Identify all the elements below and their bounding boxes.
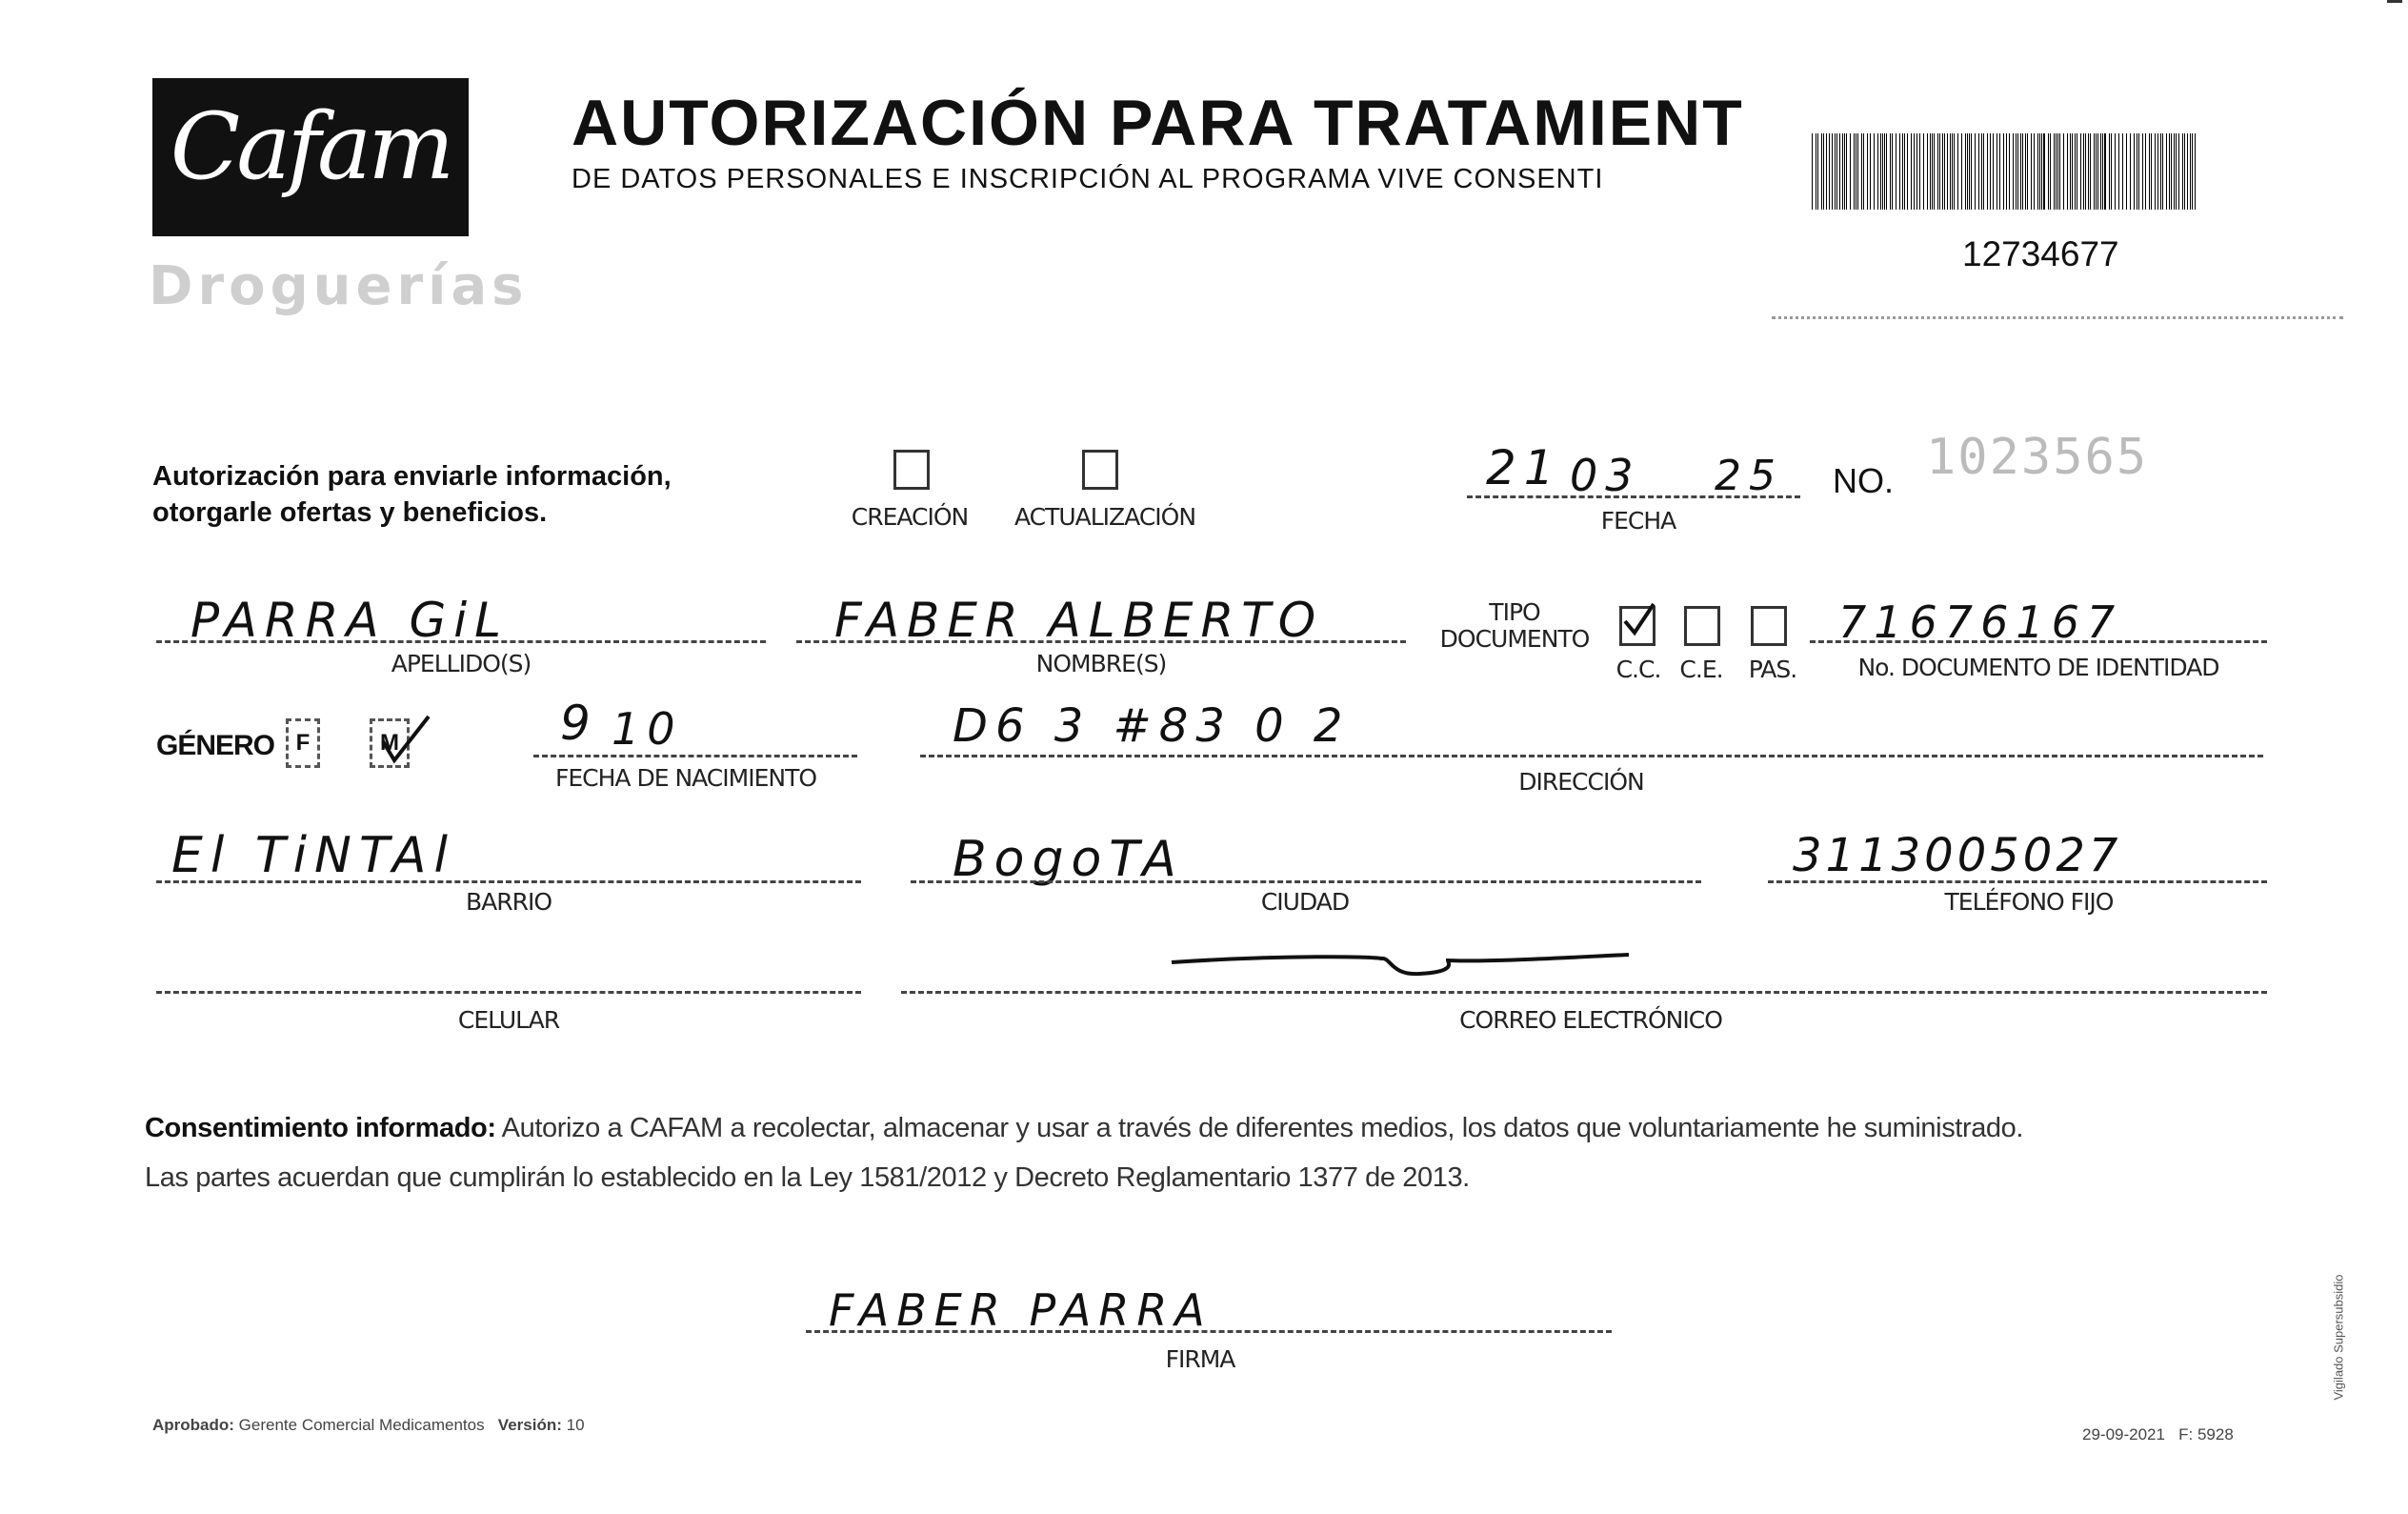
correo-line [901, 991, 2267, 994]
ce-checkbox[interactable] [1684, 606, 1720, 646]
ce-label: C.E. [1679, 656, 1723, 683]
form-subtitle: DE DATOS PERSONALES E INSCRIPCIÓN AL PROGRAMA VIVE CONSENTI [572, 164, 1604, 194]
barcode-bar [1990, 133, 1991, 210]
direccion-value[interactable]: D6 3 #83 0 2 [953, 699, 1351, 753]
divider [1772, 316, 2343, 319]
barcode-bar [1880, 133, 1881, 210]
barcode-bar [1916, 133, 1917, 210]
telefono-line [1768, 880, 2267, 883]
barcode-bar [2063, 133, 2064, 210]
genero-m-box[interactable]: M [370, 718, 410, 768]
nacimiento-line [533, 755, 857, 757]
consent-text-line2: Las partes acuerdan que cumplirán lo establecido en la Ley 1581/2012 y Decreto Reglamentario 1377 de 2013. [145, 1162, 1470, 1193]
checkmark-icon [1619, 600, 1657, 642]
signature-line [806, 1330, 1612, 1333]
barcode-bar [2187, 133, 2188, 210]
barcode-bar [2174, 133, 2175, 210]
nombres-label: NOMBRE(S) [1035, 650, 1167, 677]
barcode-bar [2025, 133, 2026, 210]
barcode-bar [2176, 133, 2177, 210]
barcode-bar [1832, 133, 1833, 210]
barcode-bar [2009, 133, 2010, 210]
barcode-bar [2157, 133, 2158, 210]
ciudad-line [911, 880, 1701, 883]
barcode-bar [1971, 133, 1972, 210]
barcode-bar [2109, 133, 2110, 210]
barcode-bar [2070, 133, 2071, 210]
barrio-label: BARRIO [465, 888, 552, 916]
pas-checkbox[interactable] [1751, 606, 1787, 646]
barcode-bar [2149, 133, 2150, 210]
consent-text-line1: Autorizo a CAFAM a recolectar, almacenar y usar a través de diferentes medios, los datos que voluntariamente he suministrado. [501, 1113, 2024, 1143]
barcode-bar [1907, 133, 1908, 210]
barcode-bar [2138, 133, 2139, 210]
fecha-line [1467, 495, 1800, 498]
direccion-line [920, 755, 2263, 757]
barcode-bar [1937, 133, 1938, 210]
ciudad-value[interactable]: BogoTA [953, 831, 1184, 888]
authorization-text-line2: otorgarle ofertas y beneficios. [152, 497, 548, 528]
barcode-bar [1999, 133, 2000, 210]
barcode-bar [1892, 133, 1893, 210]
barcode-bar [2178, 133, 2179, 210]
celular-label: CELULAR [457, 1006, 560, 1034]
creacion-checkbox[interactable] [893, 450, 930, 490]
nacimiento-label: FECHA DE NACIMIENTO [554, 764, 817, 792]
apellidos-line [156, 640, 766, 643]
aprobado-value: Gerente Comercial Medicamentos [238, 1416, 485, 1434]
barcode-bar [2075, 133, 2076, 210]
barcode-bar [2027, 133, 2028, 210]
barcode-bar [1854, 133, 1855, 210]
apellidos-label: APELLIDO(S) [391, 650, 532, 677]
version-label: Versión: [497, 1416, 562, 1434]
barcode-bar [1821, 133, 1822, 210]
barcode-bar [2088, 133, 2089, 210]
barcode-bar [2134, 133, 2135, 210]
barcode-bar [1952, 133, 1953, 210]
barcode-bar [2037, 133, 2038, 210]
no-label: NO. [1833, 461, 1895, 500]
barcode-bar [2115, 133, 2116, 210]
barcode-bar [2192, 133, 2193, 210]
barcode-bar [2195, 133, 2196, 210]
barcode-bar [1863, 133, 1864, 210]
barcode-bar [1861, 133, 1862, 210]
barcode-bar [1950, 133, 1951, 210]
barcode-bar [2097, 133, 2098, 210]
barcode-bar [1961, 133, 1962, 210]
barcode-bar [1967, 133, 1968, 210]
barcode-bar [1978, 133, 1979, 210]
barcode-bar [2057, 133, 2058, 210]
barcode-bar [1923, 133, 1924, 210]
barcode-bar [2020, 133, 2021, 210]
barcode-bar [1877, 133, 1878, 210]
telefono-label: TELÉFONO FIJO [1944, 888, 2114, 916]
signature-label: FIRMA [1165, 1345, 1235, 1373]
barcode-bar [2155, 133, 2156, 210]
version-value: 10 [566, 1416, 585, 1434]
barcode-bar [2017, 133, 2018, 210]
side-text: Vigilado Supersubsidio [2331, 1274, 2346, 1401]
crossed-out-stroke [1134, 938, 1648, 985]
barcode-bar [2083, 133, 2084, 210]
barcode-bar [2039, 133, 2040, 210]
checkmark-icon [377, 713, 434, 766]
barcode-bar [1817, 133, 1818, 210]
barcode-bar [1882, 133, 1883, 210]
barcode-bar [2151, 133, 2152, 210]
barcode-bar [2130, 133, 2131, 210]
barcode-bar [1904, 133, 1905, 210]
consent-paragraph-line1 [145, 1113, 2288, 1144]
barcode-bar [2041, 133, 2042, 210]
nombres-line [796, 640, 1406, 643]
corner-mark [2387, 0, 2402, 3]
barcode-bar [2126, 133, 2127, 210]
barcode-bar [1934, 133, 1935, 210]
barcode-bar [2171, 133, 2172, 210]
barcode-bar [2166, 133, 2167, 210]
barcode-bar [1826, 133, 1827, 210]
barcode-bar [1812, 133, 1813, 210]
tipo-label: TIPO [1489, 598, 1540, 626]
barcode-bar [1954, 133, 1955, 210]
consecutive-number: 1023565 [1926, 429, 2149, 486]
barcode-bar [1884, 133, 1885, 210]
barcode-bar [2034, 133, 2035, 210]
barcode-bar [2162, 133, 2163, 210]
fecha-label: FECHA [1600, 507, 1676, 535]
barcode-bar [2048, 133, 2049, 210]
barcode-bar [1829, 133, 1830, 210]
barcode-bar [2169, 133, 2170, 210]
barcode-bar [1947, 133, 1948, 210]
barcode-bar [1942, 133, 1943, 210]
footer-codes [2082, 1425, 2234, 1444]
barcode-bar [1911, 133, 1912, 210]
barcode-bar [1867, 133, 1868, 210]
barcode-bar [2080, 133, 2081, 210]
barcode-bar [2054, 133, 2055, 210]
barcode-bar [2142, 133, 2143, 210]
barcode-bar [1842, 133, 1843, 210]
barcode-bar [1944, 133, 1945, 210]
ciudad-label: CIUDAD [1260, 888, 1350, 916]
barcode-bar [2160, 133, 2161, 210]
barcode-bar [1890, 133, 1891, 210]
correo-label: CORREO ELECTRÓNICO [1459, 1006, 1722, 1034]
barcode-bar [1957, 133, 1958, 210]
barcode-bar [2122, 133, 2123, 210]
actualizacion-label: ACTUALIZACIÓN [1013, 503, 1196, 531]
barcode-bar [2013, 133, 2014, 210]
barcode-bar [2059, 133, 2060, 210]
celular-line [156, 991, 861, 994]
fecha-day[interactable]: 21 [1486, 440, 1562, 495]
barcode-bar [1844, 133, 1845, 210]
barcode-bar [1899, 133, 1900, 210]
genero-f-box[interactable]: F [286, 718, 320, 768]
barcode-bar [1836, 133, 1837, 210]
barcode-bar [2072, 133, 2073, 210]
barcode-bar [1874, 133, 1875, 210]
barcode-bar [2043, 133, 2045, 210]
barcode-bar [1850, 133, 1851, 210]
barcode-bar [2090, 133, 2091, 210]
barcode-bar [1857, 133, 1858, 210]
side-watermark [2324, 1239, 2349, 1448]
barcode-bar [1839, 133, 1840, 210]
date-code: 29-09-2021 [2082, 1425, 2165, 1443]
barcode-bar [1914, 133, 1915, 210]
barcode-bar [2056, 133, 2057, 210]
barcode-bar [1975, 133, 1976, 210]
apellidos-value[interactable]: PARRA GiL [191, 593, 509, 648]
actualizacion-checkbox[interactable] [1082, 450, 1118, 490]
barcode-bar [1969, 133, 1970, 210]
barcode-bar [2145, 133, 2146, 210]
form-title: AUTORIZACIÓN PARA TRATAMIENT [572, 87, 1744, 159]
barrio-value[interactable]: El TiNTAl [171, 827, 455, 884]
barcode-bar [2100, 133, 2101, 210]
direccion-label: DIRECCIÓN [1518, 768, 1644, 796]
barcode-bar [2067, 133, 2068, 210]
barcode-bar [1846, 133, 1847, 210]
documento-value[interactable]: 71676167 [1838, 596, 2123, 648]
consent-heading: Consentimiento informado: [145, 1113, 496, 1143]
barcode-bar [2085, 133, 2086, 210]
barcode-bar [1835, 133, 1836, 210]
barcode-bar [2022, 133, 2023, 210]
documento-line [1810, 640, 2267, 643]
fecha-month[interactable]: 03 [1570, 450, 1641, 501]
barcode-bar [2016, 133, 2017, 210]
nombres-value[interactable]: FABER ALBERTO [834, 593, 1324, 648]
barcode-bar [1919, 133, 1920, 210]
barcode-bar [2111, 133, 2112, 210]
barcode-bar [2190, 133, 2191, 210]
barcode-bar [1886, 133, 1887, 210]
barcode-bar [2096, 133, 2097, 210]
form-code: F: 5928 [2178, 1425, 2234, 1443]
logo-subtext: Droguerías [149, 255, 529, 317]
nacimiento-month[interactable]: 10 [612, 703, 683, 755]
genero-label: GÉNERO [156, 730, 275, 761]
barcode-bar [1983, 133, 1984, 210]
barcode-bar [1987, 133, 1988, 210]
authorization-text-line1: Autorización para enviarle información, [152, 461, 672, 492]
barcode-bar [2094, 133, 2095, 210]
barcode-bar [1927, 133, 1928, 210]
barcode-bar [1930, 133, 1931, 210]
signature-value[interactable]: FABER PARRA [829, 1284, 1213, 1336]
barcode-bar [2104, 133, 2106, 210]
barcode-bar [2003, 133, 2004, 210]
footer-approval [152, 1416, 585, 1435]
barcode-bar [2118, 133, 2119, 210]
barcode-bar [2102, 133, 2103, 210]
barcode-bar [1981, 133, 1982, 210]
nacimiento-day[interactable]: 9 [560, 696, 598, 751]
barcode-bar [1823, 133, 1824, 210]
barcode [1812, 133, 2200, 210]
barrio-line [156, 880, 861, 883]
barcode-bar [1870, 133, 1871, 210]
barcode-bar [2031, 133, 2032, 210]
barcode-bar [1902, 133, 1903, 210]
aprobado-label: Aprobado: [152, 1416, 234, 1434]
barcode-bar [1993, 133, 1994, 210]
pas-label: PAS. [1748, 656, 1797, 683]
cc-label: C.C. [1615, 656, 1661, 683]
logo-text: Cafam [170, 93, 452, 200]
documento-type-label: DOCUMENTO [1439, 625, 1590, 653]
barcode-bar [1932, 133, 1933, 210]
barcode-bar [2182, 133, 2183, 210]
telefono-value[interactable]: 3113005027 [1793, 829, 2122, 882]
barcode-bar [2050, 133, 2051, 210]
barcode-bar [1965, 133, 1966, 210]
creacion-label: CREACIÓN [851, 503, 969, 531]
fecha-year[interactable]: 25 [1715, 452, 1783, 500]
barcode-bar [1939, 133, 1940, 210]
documento-label: No. DOCUMENTO DE IDENTIDAD [1857, 654, 2219, 681]
barcode-number: 12734677 [1962, 234, 2119, 273]
barcode-bar [2006, 133, 2007, 210]
barcode-bar [2184, 133, 2185, 210]
